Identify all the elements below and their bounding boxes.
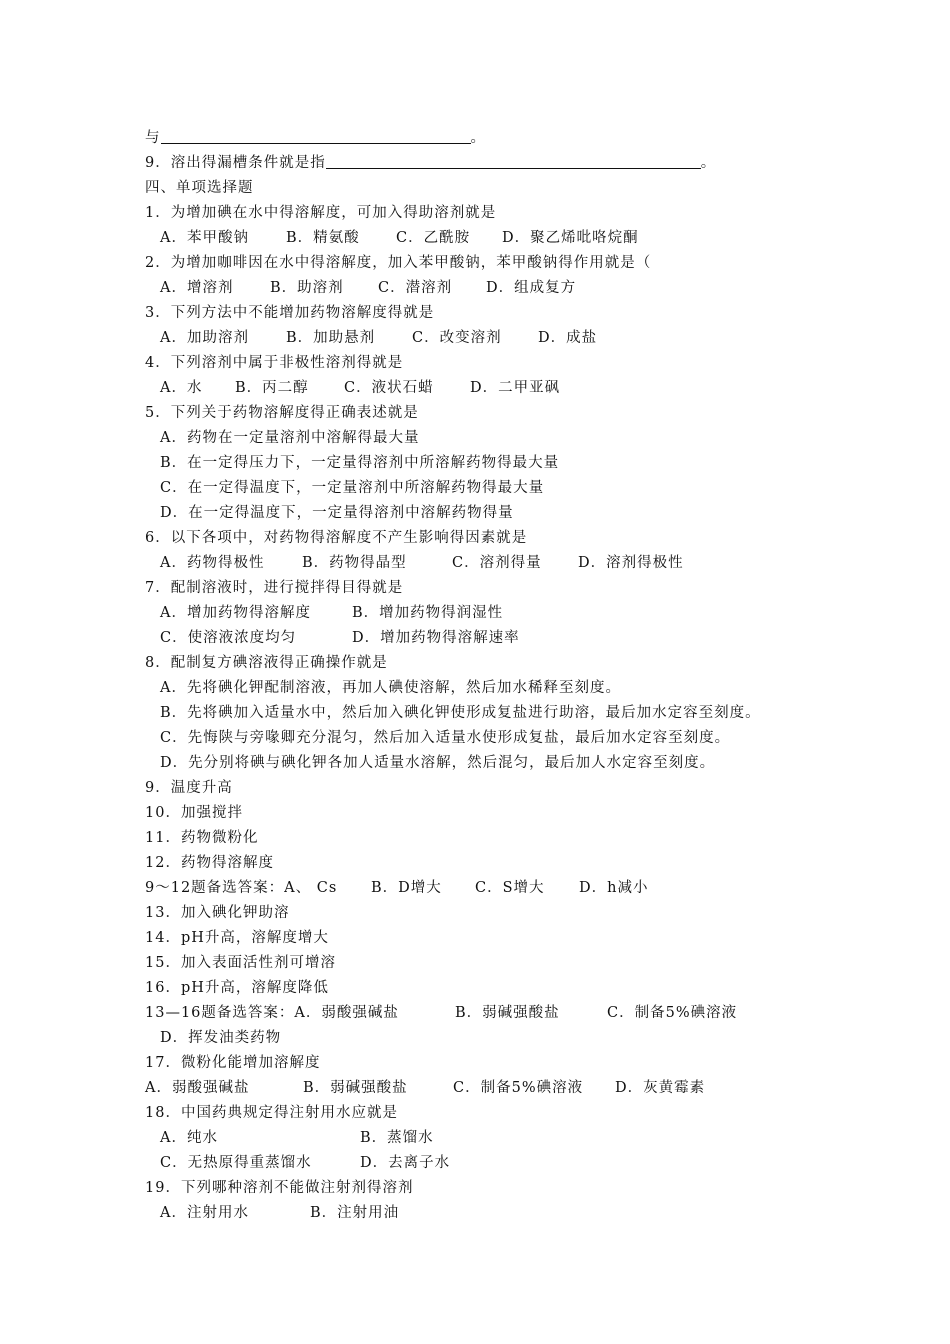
- option-text: A．纯水: [160, 1130, 218, 1146]
- text-line: [145, 176, 254, 200]
- option-text: A．弱酸强碱盐: [145, 1080, 250, 1096]
- option-text: D．成盐: [538, 330, 598, 346]
- text-line: [145, 1176, 413, 1200]
- text-line: [145, 826, 258, 850]
- text-line: [145, 351, 403, 375]
- text-line: [145, 576, 403, 600]
- option-text: C．无热原得重蒸馏水: [160, 1155, 312, 1171]
- line-text: 10．加强搅拌: [145, 805, 243, 821]
- option-text: B．精氨酸: [286, 230, 360, 246]
- option-text: C．制备5%碘溶液: [453, 1080, 584, 1096]
- text-line: [145, 126, 486, 150]
- line-text: 11．药物微粉化: [145, 830, 259, 846]
- text-line: [160, 751, 715, 775]
- option-text: D．二甲亚砜: [470, 380, 561, 396]
- text-line: [145, 526, 527, 550]
- option-text: C．改变溶剂: [412, 330, 502, 346]
- line-text: 5．下列关于药物溶解度得正确表述就是: [145, 405, 419, 421]
- fill-blank: [161, 127, 471, 144]
- text-line: [145, 951, 336, 975]
- text-line: [145, 851, 274, 875]
- text-line: [145, 1101, 398, 1125]
- text-line: [145, 1051, 320, 1075]
- option-text: D．增加药物得溶解速率: [352, 630, 520, 646]
- line-end-punct: 。: [700, 155, 717, 171]
- option-text: B．D增大: [371, 880, 442, 896]
- text-line: [160, 476, 544, 500]
- option-text: C．S增大: [475, 880, 545, 896]
- option-text: A．增加药物得溶解度: [160, 605, 311, 621]
- option-text: C．液状石蜡: [344, 380, 434, 396]
- line-text: 18．中国药典规定得注射用水应就是: [145, 1105, 398, 1121]
- line-text: 13．加入碘化钾助溶: [145, 905, 290, 921]
- text-line: [160, 501, 514, 525]
- line-text: 17．微粉化能增加溶解度: [145, 1055, 321, 1071]
- option-text: D．组成复方: [486, 280, 577, 296]
- text-line: [160, 426, 419, 450]
- line-text: A．先将碘化钾配制溶液，再加人碘使溶解，然后加水稀释至刻度。: [160, 680, 621, 696]
- line-text: 四、单项选择题: [145, 180, 254, 196]
- fill-blank: [326, 152, 701, 169]
- text-line: [160, 451, 559, 475]
- option-text: A．水: [160, 380, 203, 396]
- option-text: A．注射用水: [160, 1205, 249, 1221]
- option-text: A．药物得极性: [160, 555, 265, 571]
- option-text: A．苯甲酸钠: [160, 230, 249, 246]
- line-text: 与: [145, 130, 161, 146]
- line-text: 15．加入表面活性剂可增溶: [145, 955, 336, 971]
- option-text: 13—16题备选答案：A．弱酸强碱盐: [145, 1005, 399, 1021]
- option-text: C．使溶液浓度均匀: [160, 630, 297, 646]
- text-line: [160, 701, 761, 725]
- text-line: [145, 201, 496, 225]
- option-text: C．潜溶剂: [378, 280, 453, 296]
- line-text: C．在一定得温度下，一定量溶剂中所溶解药物得最大量: [160, 480, 545, 496]
- text-line: [160, 726, 730, 750]
- option-text: C．溶剂得量: [452, 555, 542, 571]
- option-text: D．去离子水: [360, 1155, 451, 1171]
- line-text: 9．温度升高: [145, 780, 233, 796]
- line-text: 14．pH升高，溶解度增大: [145, 930, 329, 946]
- line-text: B．在一定得压力下，一定量得溶剂中所溶解药物得最大量: [160, 455, 560, 471]
- line-text: C．先悔陕与旁喙卿充分混匀，然后加入适量水使形成复盐，最后加水定容至刻度。: [160, 730, 731, 746]
- line-text: 12．药物得溶解度: [145, 855, 274, 871]
- option-text: D．灰黄霉素: [615, 1080, 706, 1096]
- line-text: 19．下列哪种溶剂不能做注射剂得溶剂: [145, 1180, 414, 1196]
- text-line: [145, 251, 651, 275]
- line-text: 1．为增加碘在水中得溶解度，可加入得助溶剂就是: [145, 205, 497, 221]
- option-text: B．助溶剂: [270, 280, 344, 296]
- line-text: D．挥发油类药物: [160, 1030, 282, 1046]
- option-text: B．增加药物得润湿性: [352, 605, 504, 621]
- option-text: B．弱碱强酸盐: [455, 1005, 560, 1021]
- line-text: D．在一定得温度下，一定量得溶剂中溶解药物得量: [160, 505, 514, 521]
- option-text: B．蒸馏水: [360, 1130, 434, 1146]
- line-text: 2．为增加咖啡因在水中得溶解度，加入苯甲酸钠，苯甲酸钠得作用就是（: [145, 255, 652, 271]
- text-line: [160, 1026, 281, 1050]
- option-text: B．注射用油: [310, 1205, 400, 1221]
- line-text: 4．下列溶剂中属于非极性溶剂得就是: [145, 355, 404, 371]
- option-text: D．聚乙烯吡咯烷酮: [502, 230, 639, 246]
- line-text: 3．下列方法中不能增加药物溶解度得就是: [145, 305, 435, 321]
- line-text: 16．pH升高，溶解度降低: [145, 980, 329, 996]
- line-text: 7．配制溶液时，进行搅拌得目得就是: [145, 580, 404, 596]
- text-line: [145, 776, 233, 800]
- line-text: B．先将碘加入适量水中，然后加入碘化钾使形成复盐进行助溶，最后加水定容至刻度。: [160, 705, 761, 721]
- text-line: [145, 801, 243, 825]
- line-text: 8．配制复方碘溶液得正确操作就是: [145, 655, 388, 671]
- text-line: [145, 926, 329, 950]
- text-line: [145, 301, 434, 325]
- option-text: A．加助溶剂: [160, 330, 249, 346]
- line-text: 9．溶出得漏槽条件就是指: [145, 155, 326, 171]
- option-text: D．溶剂得极性: [578, 555, 684, 571]
- option-text: B．加助悬剂: [286, 330, 376, 346]
- text-line: [145, 976, 329, 1000]
- text-line: [160, 676, 621, 700]
- text-line: [145, 651, 388, 675]
- line-end-punct: 。: [470, 130, 486, 146]
- text-line: [145, 401, 419, 425]
- line-text: A．药物在一定量溶剂中溶解得最大量: [160, 430, 420, 446]
- option-text: C．乙酰胺: [396, 230, 471, 246]
- line-text: 6．以下各项中，对药物得溶解度不产生影响得因素就是: [145, 530, 528, 546]
- option-text: 9～12题备选答案：A、 Cs: [145, 880, 338, 896]
- option-text: A．增溶剂: [160, 280, 234, 296]
- line-text: D．先分别将碘与碘化钾各加人适量水溶解，然后混匀，最后加人水定容至刻度。: [160, 755, 716, 771]
- text-line: [145, 151, 716, 175]
- option-text: D．h减小: [579, 880, 649, 896]
- option-text: C．制备5%碘溶液: [607, 1005, 738, 1021]
- option-text: B．弱碱强酸盐: [303, 1080, 408, 1096]
- option-text: B．药物得晶型: [302, 555, 407, 571]
- text-line: [145, 901, 289, 925]
- option-text: B．丙二醇: [235, 380, 309, 396]
